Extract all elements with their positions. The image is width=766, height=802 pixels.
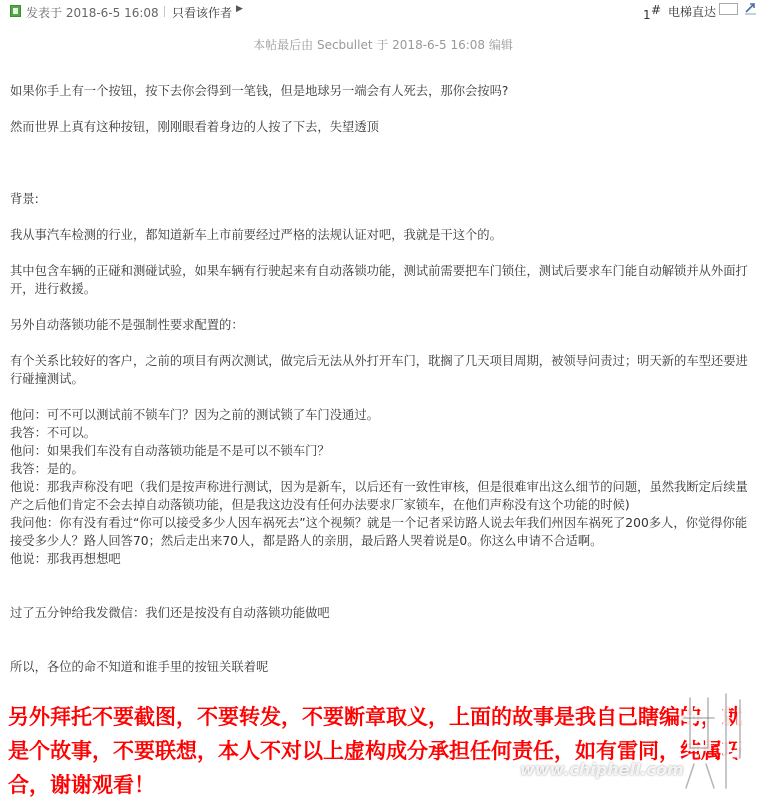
post-status-icon [10,5,21,17]
body-line: 我从事汽车检测的行业，都知道新车上市前要经过严格的法规认证对吧，我就是干这个的。 [10,228,502,242]
body-line: 他问：可不可以测试前不锁车门？因为之前的测试锁了车门没通过。 [10,408,379,422]
floor-hash: # [651,3,662,17]
post-content [10,82,758,676]
body-line: 他问：如果我们车没有自动落锁功能是不是可以不锁车门？ [10,444,330,458]
body-line: 有个关系比较好的客户，之前的项目有两次测试，做完后无法从外打开车门，耽搁了几天项目周期，被领导问责过；明天新的车型还要进行碰撞测试。 [10,354,748,386]
body-line: 另外自动落锁功能不是强制性要求配置的： [10,318,244,332]
post-header [0,0,766,24]
chiphell-logo [676,688,756,796]
floor-number: 1 [643,8,651,22]
body-line: 他说：那我声称没有吧（我们是按声称进行测试，因为是新车，以后还有一致性审核，但是很难审出这么细节的问题，虽然我断定后续量产之后他们肯定不会去掉自动落锁功能，但是我这边没有任何办法要求厂家锁车，在他们声称没有这个功能的时候) [10,480,748,512]
only-author-link[interactable]: 只看该作者 [172,6,233,20]
site-watermark: www.chiphell.com [520,760,684,779]
body-line: 如果你手上有一个按钮，按下去你会得到一笔钱，但是地球另一端会有人死去，那你会按吗? [10,84,509,98]
body-line: 我答：是的。 [10,462,84,476]
body-line: 过了五分钟给我发微信：我们还是按没有自动落锁功能做吧 [10,606,330,620]
body-line: 我问他：你有没有看过“你可以接受多少人因车祸死去”这个视频？就是一个记者采访路人说去年我们州因车祸死了200多人，你觉得你能接受多少人？路人回答70；然后走出来70人，都是路人的亲朋，最后路人哭着说是0。你这么申请不合适啊。 [10,516,748,548]
header-divider [164,6,165,17]
dropdown-arrow-icon[interactable]: ▶ [236,4,243,14]
body-line: 背景: [10,192,39,206]
disclaimer-notice: 另外拜托不要截图，不要转发，不要断章取义，上面的故事是我自己瞎编的，就是个故事，不要联想，本人不对以上虚构成分承担任何责任，如有雷同，纯属巧合，谢谢观看！ [8,705,743,797]
elevator-label: 电梯直达 [668,5,717,19]
body-line: 然而世界上真有这种按钮，刚刚眼看着身边的人按了下去，失望透顶 [10,120,379,134]
body-line: 他说：那我再想想吧 [10,552,121,566]
edited-note: 本帖最后由 Secbullet 于 2018-6-5 16:08 编辑 [253,38,513,52]
body-line: 其中包含车辆的正碰和测碰试验，如果车辆有行驶起来有自动落锁功能，测试前需要把车门锁住，测试后要求车门能自动解锁并从外面打开，进行救援。 [10,264,748,296]
post-date: 发表于 2018-6-5 16:08 [26,6,159,20]
goto-floor-icon[interactable] [744,1,758,15]
floor-jump-input[interactable] [719,3,738,15]
body-line: 所以，各位的命不知道和谁手里的按钮关联着呢 [10,660,269,674]
body-line: 我答：不可以。 [10,426,97,440]
